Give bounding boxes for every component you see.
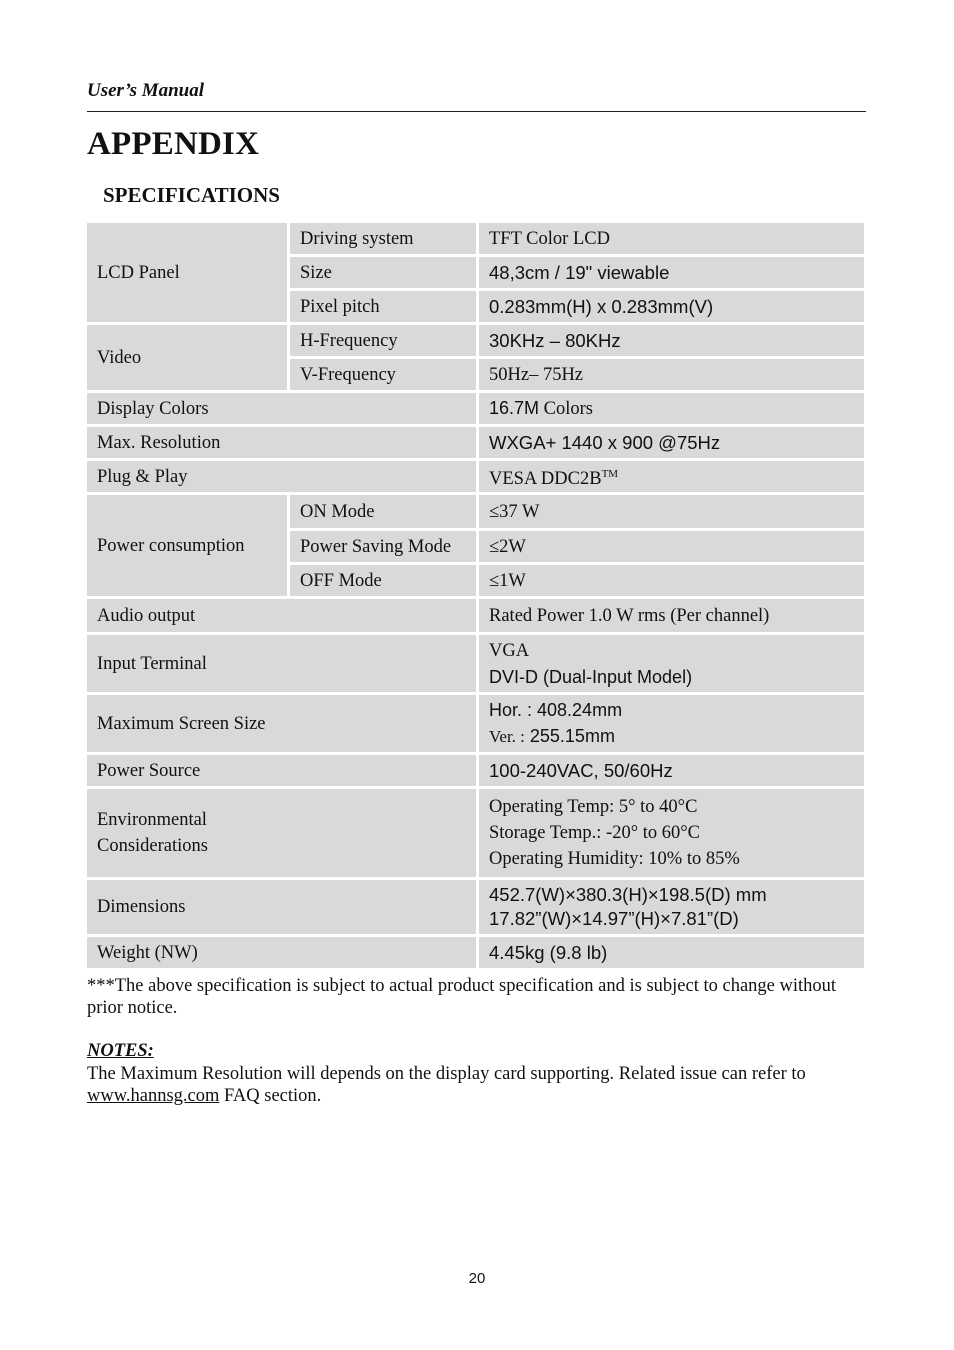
- table-row: [87, 755, 864, 786]
- row-label-dimensions: Dimensions: [87, 880, 476, 934]
- header-rule: [87, 111, 866, 112]
- table-row: [87, 695, 864, 752]
- row-label-power-source: Power Source: [87, 755, 476, 786]
- row-label-environmental: [87, 789, 476, 877]
- value-weight: 4.45kg (9.8 lb): [476, 937, 864, 968]
- sub-label-off-mode: OFF Mode: [287, 565, 476, 596]
- sub-label-power-saving: Power Saving Mode: [287, 531, 476, 562]
- page-number: 20: [468, 1270, 486, 1287]
- display-colors-number: 16.7M: [489, 398, 540, 418]
- operating-temp: Operating Temp: 5° to 40°C: [489, 797, 698, 817]
- display-colors-unit: Colors: [539, 399, 593, 419]
- row-label-power-consumption: Power consumption: [87, 495, 287, 596]
- table-row: [87, 880, 864, 934]
- sub-label-pixel-pitch: Pixel pitch: [287, 291, 476, 322]
- value-h-frequency: 30KHz – 80KHz: [476, 325, 864, 356]
- specifications-table: [87, 220, 864, 971]
- row-label-display-colors: Display Colors: [87, 393, 476, 424]
- row-label-max-screen-size: Maximum Screen Size: [87, 695, 476, 752]
- table-row: [87, 937, 864, 968]
- sub-label-size: Size: [287, 257, 476, 288]
- notes-text-after: FAQ section.: [219, 1086, 322, 1106]
- value-dimensions: [476, 880, 864, 934]
- value-max-resolution: WXGA+ 1440 x 900 @75Hz: [476, 427, 864, 458]
- row-label-weight: Weight (NW): [87, 937, 476, 968]
- notes-paragraph: [87, 1063, 871, 1107]
- screen-size-ver-value: 255.15mm: [524, 726, 615, 746]
- trademark-mark: TM: [601, 468, 619, 480]
- storage-temp: Storage Temp.: -20° to 60°C: [489, 823, 700, 843]
- sub-label-on-mode: ON Mode: [287, 495, 476, 528]
- sub-label-v-frequency: V-Frequency: [287, 359, 476, 390]
- dimensions-metric: 452.7(W)×380.3(H)×198.5(D) mm: [489, 884, 767, 905]
- dimensions-imperial: 17.82”(W)×14.97”(H)×7.81”(D): [489, 908, 739, 929]
- input-terminal-line-2: DVI-D (Dual-Input Model): [489, 666, 693, 687]
- table-row: [87, 325, 864, 356]
- value-input-terminal: [476, 635, 864, 692]
- table-row: [87, 461, 864, 492]
- value-display-colors: [476, 393, 864, 424]
- environmental-label-line-1: Environmental: [97, 810, 207, 830]
- table-row: [87, 635, 864, 692]
- value-size: 48,3cm / 19" viewable: [476, 257, 864, 288]
- input-terminal-line-1: VGA: [489, 640, 530, 661]
- value-power-saving: ≤2W: [476, 531, 864, 562]
- plug-play-text: VESA DDC2B: [489, 469, 602, 489]
- hannsg-link[interactable]: www.hannsg.com: [87, 1086, 220, 1106]
- section-title: SPECIFICATIONS: [103, 183, 280, 207]
- row-label-video: Video: [87, 325, 287, 390]
- row-label-lcd-panel: LCD Panel: [87, 223, 287, 322]
- disclaimer-text: ***The above specification is subject to actual product specification and is subject to change without prior notice.: [87, 976, 837, 1018]
- environmental-label-line-2: Considerations: [97, 836, 208, 856]
- table-row: [87, 599, 864, 632]
- value-audio-output: Rated Power 1.0 W rms (Per channel): [476, 599, 864, 632]
- table-row: [87, 427, 864, 458]
- value-driving-system: TFT Color LCD: [476, 223, 864, 254]
- notes-text-before: The Maximum Resolution will depends on the display card supporting. Related issue can refer to: [87, 1064, 806, 1084]
- screen-size-line-1: Hor. : 408.24mm: [489, 700, 623, 720]
- value-on-mode: ≤37 W: [476, 495, 864, 528]
- table-row: [87, 223, 864, 254]
- screen-size-ver-prefix: Ver. :: [489, 727, 525, 746]
- running-header: User’s Manual: [87, 80, 205, 101]
- table-row: [87, 789, 864, 877]
- notes-heading: NOTES:: [87, 1041, 154, 1061]
- row-label-audio-output: Audio output: [87, 599, 476, 632]
- sub-label-driving-system: Driving system: [287, 223, 476, 254]
- value-pixel-pitch: 0.283mm(H) x 0.283mm(V): [476, 291, 864, 322]
- screen-size-line-2: [489, 723, 854, 750]
- value-v-frequency: 50Hz– 75Hz: [476, 359, 864, 390]
- value-max-screen-size: [476, 695, 864, 752]
- sub-label-h-frequency: H-Frequency: [287, 325, 476, 356]
- value-power-source: 100-240VAC, 50/60Hz: [476, 755, 864, 786]
- value-environmental: [476, 789, 864, 877]
- value-plug-play: [476, 461, 864, 492]
- row-label-input-terminal: Input Terminal: [87, 635, 476, 692]
- page-title: APPENDIX: [87, 126, 260, 162]
- table-row: [87, 393, 864, 424]
- row-label-max-resolution: Max. Resolution: [87, 427, 476, 458]
- operating-humidity: Operating Humidity: 10% to 85%: [489, 849, 740, 869]
- table-row: [87, 495, 864, 528]
- value-off-mode: ≤1W: [476, 565, 864, 596]
- row-label-plug-play: Plug & Play: [87, 461, 476, 492]
